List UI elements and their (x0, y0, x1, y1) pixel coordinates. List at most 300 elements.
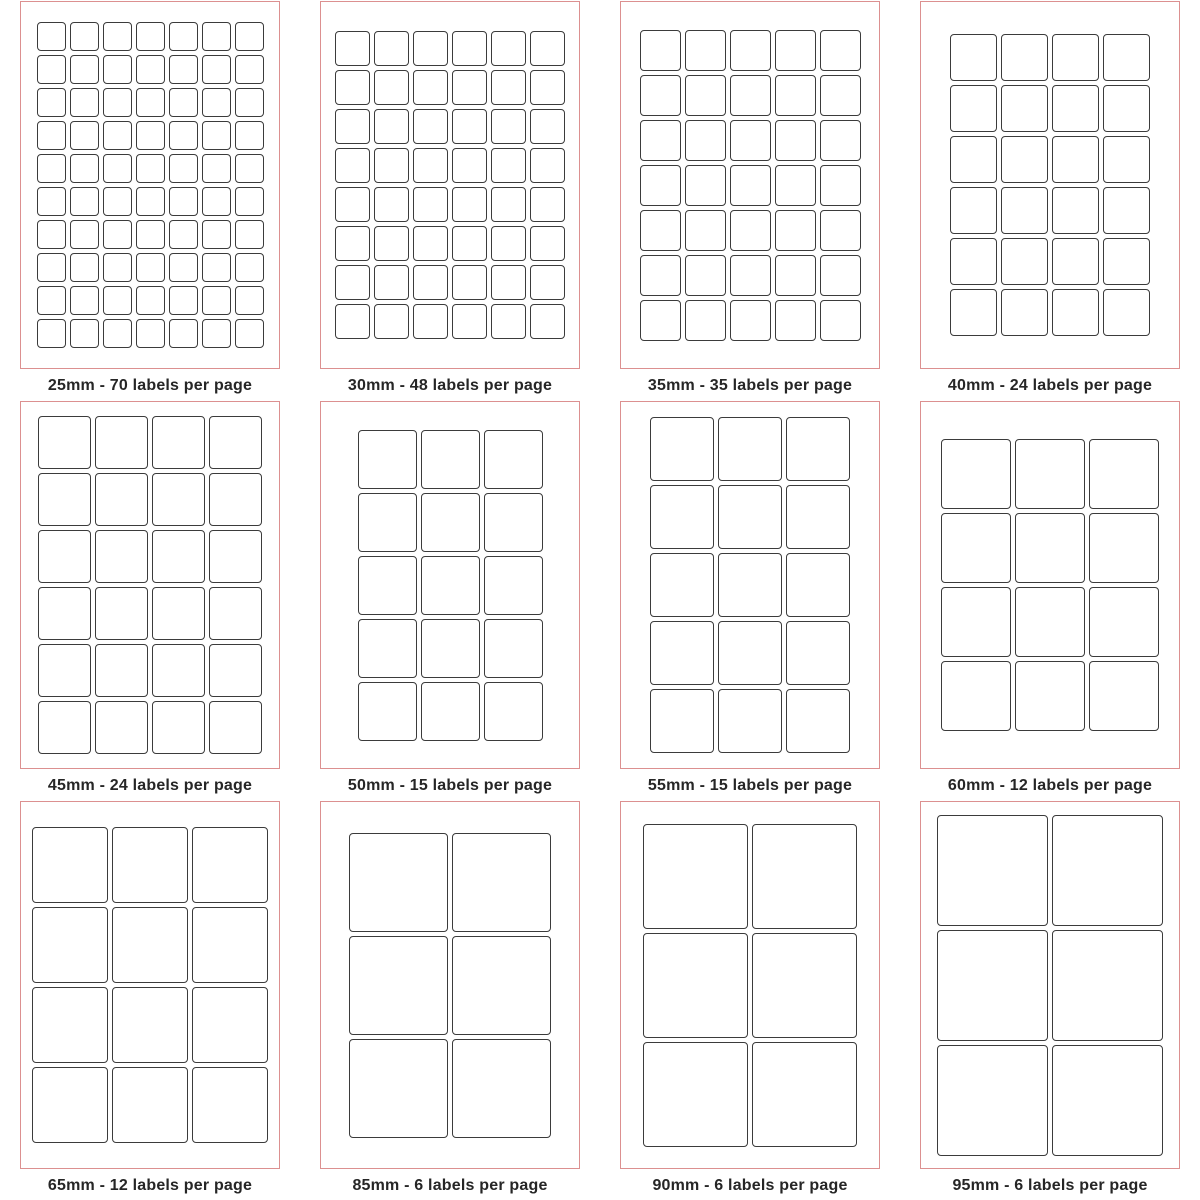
label-square (484, 556, 543, 615)
label-square (169, 22, 198, 51)
page-wrap (920, 0, 1180, 370)
label-square (1001, 85, 1048, 132)
label-square (152, 530, 205, 583)
label-square (643, 1042, 748, 1147)
label-square (685, 30, 726, 71)
label-square (786, 553, 850, 617)
label-square (1052, 1045, 1163, 1156)
label-square (1089, 587, 1159, 657)
label-square (169, 88, 198, 117)
label-square (70, 154, 99, 183)
label-square (718, 621, 782, 685)
label-square (452, 1039, 551, 1138)
label-square (335, 109, 370, 144)
label-square (136, 253, 165, 282)
label-square (484, 493, 543, 552)
page-wrap (20, 800, 280, 1170)
label-grid (937, 815, 1163, 1156)
label-square (640, 165, 681, 206)
label-square (413, 226, 448, 261)
label-square (775, 30, 816, 71)
label-square (169, 187, 198, 216)
sheet-caption: 50mm - 15 labels per page (347, 777, 553, 794)
sheet-caption: 85mm - 6 labels per page (352, 1177, 548, 1194)
label-square (752, 933, 857, 1038)
label-square (374, 265, 409, 300)
label-square (718, 553, 782, 617)
label-square (941, 661, 1011, 731)
label-square (374, 226, 409, 261)
label-square (136, 286, 165, 315)
label-square (421, 556, 480, 615)
label-square (452, 70, 487, 105)
label-square (70, 286, 99, 315)
label-square (718, 485, 782, 549)
label-square (136, 88, 165, 117)
label-square (413, 31, 448, 66)
label-square (335, 304, 370, 339)
label-square (235, 88, 264, 117)
label-square (32, 827, 108, 903)
label-square (950, 85, 997, 132)
label-square (37, 55, 66, 84)
label-square (37, 319, 66, 348)
label-square (937, 1045, 1048, 1156)
sheet-cell (600, 400, 900, 800)
sheet-cell (900, 800, 1200, 1200)
a4-page-outline (20, 1, 280, 369)
label-square (1089, 439, 1159, 509)
label-square (1089, 661, 1159, 731)
label-square (491, 31, 526, 66)
a4-page-outline (620, 401, 880, 769)
label-square (169, 286, 198, 315)
label-square (484, 619, 543, 678)
label-square (752, 824, 857, 929)
label-square (37, 22, 66, 51)
label-square (136, 55, 165, 84)
label-square (349, 936, 448, 1035)
label-square (484, 430, 543, 489)
label-square (202, 187, 231, 216)
label-square (103, 187, 132, 216)
label-square (786, 621, 850, 685)
label-square (169, 121, 198, 150)
label-square (640, 30, 681, 71)
label-square (70, 319, 99, 348)
label-square (70, 220, 99, 249)
page-wrap (320, 800, 580, 1170)
sheet-cell (0, 800, 300, 1200)
label-square (452, 187, 487, 222)
label-square (530, 304, 565, 339)
label-square (112, 827, 188, 903)
label-square (530, 226, 565, 261)
label-square (820, 165, 861, 206)
label-square (530, 265, 565, 300)
label-grid (643, 824, 857, 1147)
sheet-cell (0, 400, 300, 800)
label-square (37, 121, 66, 150)
label-square (530, 109, 565, 144)
label-square (820, 120, 861, 161)
label-square (820, 30, 861, 71)
label-square (192, 1067, 268, 1143)
label-square (786, 485, 850, 549)
label-square (374, 109, 409, 144)
label-square (650, 485, 714, 549)
label-square (491, 265, 526, 300)
label-square (786, 689, 850, 753)
label-square (643, 933, 748, 1038)
label-square (103, 154, 132, 183)
label-square (358, 556, 417, 615)
label-square (95, 473, 148, 526)
label-square (235, 55, 264, 84)
label-square (730, 210, 771, 251)
label-square (235, 22, 264, 51)
label-square (1103, 289, 1150, 336)
label-square (820, 300, 861, 341)
sheet-caption: 25mm - 70 labels per page (47, 377, 253, 394)
label-square (112, 907, 188, 983)
label-square (209, 701, 262, 754)
label-square (1103, 187, 1150, 234)
label-square (452, 109, 487, 144)
label-square (718, 417, 782, 481)
sheet-caption: 30mm - 48 labels per page (347, 377, 553, 394)
label-grid (941, 439, 1159, 731)
label-square (1103, 136, 1150, 183)
label-square (730, 255, 771, 296)
sheet-caption: 55mm - 15 labels per page (647, 777, 853, 794)
label-square (452, 226, 487, 261)
label-square (640, 300, 681, 341)
label-square (103, 220, 132, 249)
label-square (358, 430, 417, 489)
sheet-cell (600, 800, 900, 1200)
label-square (820, 210, 861, 251)
label-square (136, 187, 165, 216)
sheet-caption: 90mm - 6 labels per page (652, 1177, 848, 1194)
label-square (209, 416, 262, 469)
label-square (209, 587, 262, 640)
label-square (95, 416, 148, 469)
label-square (1015, 513, 1085, 583)
label-square (786, 417, 850, 481)
label-square (640, 75, 681, 116)
label-square (950, 34, 997, 81)
a4-page-outline (920, 1, 1180, 369)
label-square (37, 154, 66, 183)
label-square (730, 75, 771, 116)
page-wrap (320, 400, 580, 770)
label-square (152, 473, 205, 526)
label-grid (335, 31, 565, 339)
label-square (718, 689, 782, 753)
label-square (530, 148, 565, 183)
label-square (640, 120, 681, 161)
label-square (235, 154, 264, 183)
sheet-cell (0, 0, 300, 400)
label-square (169, 253, 198, 282)
label-square (95, 644, 148, 697)
label-square (358, 493, 417, 552)
label-square (452, 936, 551, 1035)
label-square (202, 286, 231, 315)
label-square (38, 644, 91, 697)
label-square (335, 70, 370, 105)
label-square (374, 187, 409, 222)
label-square (491, 187, 526, 222)
label-square (209, 530, 262, 583)
label-grid (640, 30, 861, 341)
label-square (209, 644, 262, 697)
label-square (32, 907, 108, 983)
a4-page-outline (320, 801, 580, 1169)
label-square (413, 265, 448, 300)
label-square (235, 187, 264, 216)
label-square (103, 121, 132, 150)
label-square (685, 255, 726, 296)
sheet-caption: 45mm - 24 labels per page (47, 777, 253, 794)
label-grid (38, 416, 262, 754)
label-grid (650, 417, 850, 753)
page-wrap (20, 0, 280, 370)
sheet-caption: 35mm - 35 labels per page (647, 377, 853, 394)
label-square (335, 31, 370, 66)
label-square (1052, 34, 1099, 81)
label-square (413, 187, 448, 222)
label-square (775, 300, 816, 341)
label-square (103, 88, 132, 117)
label-square (491, 148, 526, 183)
label-square (775, 75, 816, 116)
label-square (1001, 289, 1048, 336)
page-wrap (620, 800, 880, 1170)
label-square (169, 154, 198, 183)
sheet-caption: 40mm - 24 labels per page (947, 377, 1153, 394)
label-square (32, 987, 108, 1063)
label-square (202, 220, 231, 249)
label-square (169, 55, 198, 84)
label-square (452, 148, 487, 183)
label-square (152, 416, 205, 469)
label-square (103, 286, 132, 315)
label-square (530, 31, 565, 66)
label-square (136, 220, 165, 249)
a4-page-outline (920, 801, 1180, 1169)
label-square (136, 121, 165, 150)
label-square (95, 701, 148, 754)
label-square (95, 530, 148, 583)
label-square (937, 930, 1048, 1041)
label-square (95, 587, 148, 640)
a4-page-outline (620, 801, 880, 1169)
sheet-cell (300, 400, 600, 800)
label-square (1103, 238, 1150, 285)
label-square (730, 120, 771, 161)
sheet-cell (300, 0, 600, 400)
label-square (235, 220, 264, 249)
label-square (112, 1067, 188, 1143)
label-square (152, 644, 205, 697)
label-square (730, 300, 771, 341)
label-square (103, 22, 132, 51)
label-square (650, 417, 714, 481)
label-square (775, 165, 816, 206)
label-square (421, 430, 480, 489)
label-square (413, 70, 448, 105)
label-square (491, 226, 526, 261)
label-square (640, 210, 681, 251)
label-square (685, 165, 726, 206)
label-square (192, 907, 268, 983)
label-grid (32, 827, 268, 1143)
label-square (169, 319, 198, 348)
label-square (335, 148, 370, 183)
label-square (335, 187, 370, 222)
label-square (452, 833, 551, 932)
label-grid (358, 430, 543, 741)
label-square (1015, 661, 1085, 731)
label-square (950, 289, 997, 336)
label-square (941, 439, 1011, 509)
label-square (374, 304, 409, 339)
label-square (37, 253, 66, 282)
label-square (103, 253, 132, 282)
label-square (413, 304, 448, 339)
label-grid (950, 34, 1150, 336)
label-square (685, 75, 726, 116)
page-wrap (920, 400, 1180, 770)
label-square (374, 70, 409, 105)
label-square (349, 1039, 448, 1138)
label-square (1052, 289, 1099, 336)
label-square (650, 689, 714, 753)
a4-page-outline (320, 401, 580, 769)
label-square (650, 621, 714, 685)
label-square (643, 824, 748, 929)
label-square (1001, 136, 1048, 183)
label-square (202, 319, 231, 348)
label-square (202, 88, 231, 117)
label-square (70, 88, 99, 117)
label-square (1052, 815, 1163, 926)
label-square (1089, 513, 1159, 583)
label-square (32, 1067, 108, 1143)
label-square (1015, 439, 1085, 509)
label-square (1015, 587, 1085, 657)
label-square (491, 304, 526, 339)
label-square (1001, 238, 1048, 285)
sheet-cell (300, 800, 600, 1200)
label-square (70, 121, 99, 150)
label-square (202, 55, 231, 84)
label-square (136, 22, 165, 51)
label-square (349, 833, 448, 932)
label-square (452, 304, 487, 339)
label-square (235, 319, 264, 348)
label-square (37, 286, 66, 315)
sheet-caption: 95mm - 6 labels per page (952, 1177, 1148, 1194)
label-square (136, 319, 165, 348)
label-square (1001, 34, 1048, 81)
label-square (358, 619, 417, 678)
label-square (1052, 85, 1099, 132)
label-square (235, 121, 264, 150)
sheet-caption: 65mm - 12 labels per page (47, 1177, 253, 1194)
label-square (374, 31, 409, 66)
label-square (70, 22, 99, 51)
label-square (38, 701, 91, 754)
label-square (1052, 930, 1163, 1041)
label-square (685, 120, 726, 161)
label-square (38, 416, 91, 469)
label-square (202, 253, 231, 282)
label-square (1052, 238, 1099, 285)
label-grid (37, 22, 264, 348)
label-square (421, 493, 480, 552)
label-square (103, 55, 132, 84)
label-square (335, 265, 370, 300)
sheet-cell (900, 400, 1200, 800)
label-grid (349, 833, 551, 1138)
sheet-cell (900, 0, 1200, 400)
label-square (421, 682, 480, 741)
label-square (152, 701, 205, 754)
label-square (37, 220, 66, 249)
label-square (941, 587, 1011, 657)
label-square (1103, 85, 1150, 132)
label-square (685, 300, 726, 341)
label-square (413, 109, 448, 144)
label-square (169, 220, 198, 249)
label-square (209, 473, 262, 526)
page-wrap (320, 0, 580, 370)
label-square (937, 815, 1048, 926)
label-square (413, 148, 448, 183)
label-square (37, 187, 66, 216)
label-square (421, 619, 480, 678)
label-square (152, 587, 205, 640)
label-square (950, 136, 997, 183)
sheet-cell (600, 0, 900, 400)
label-square (730, 30, 771, 71)
label-square (335, 226, 370, 261)
label-square (484, 682, 543, 741)
label-square (820, 255, 861, 296)
label-square (640, 255, 681, 296)
label-square (452, 265, 487, 300)
label-square (38, 473, 91, 526)
label-square (941, 513, 1011, 583)
label-square (1052, 136, 1099, 183)
label-square (950, 238, 997, 285)
label-square (775, 255, 816, 296)
label-square (136, 154, 165, 183)
page-wrap (620, 0, 880, 370)
label-square (192, 827, 268, 903)
label-square (192, 987, 268, 1063)
label-square (358, 682, 417, 741)
label-square (202, 22, 231, 51)
a4-page-outline (620, 1, 880, 369)
label-square (650, 553, 714, 617)
a4-page-outline (20, 801, 280, 1169)
label-square (530, 187, 565, 222)
label-square (235, 286, 264, 315)
